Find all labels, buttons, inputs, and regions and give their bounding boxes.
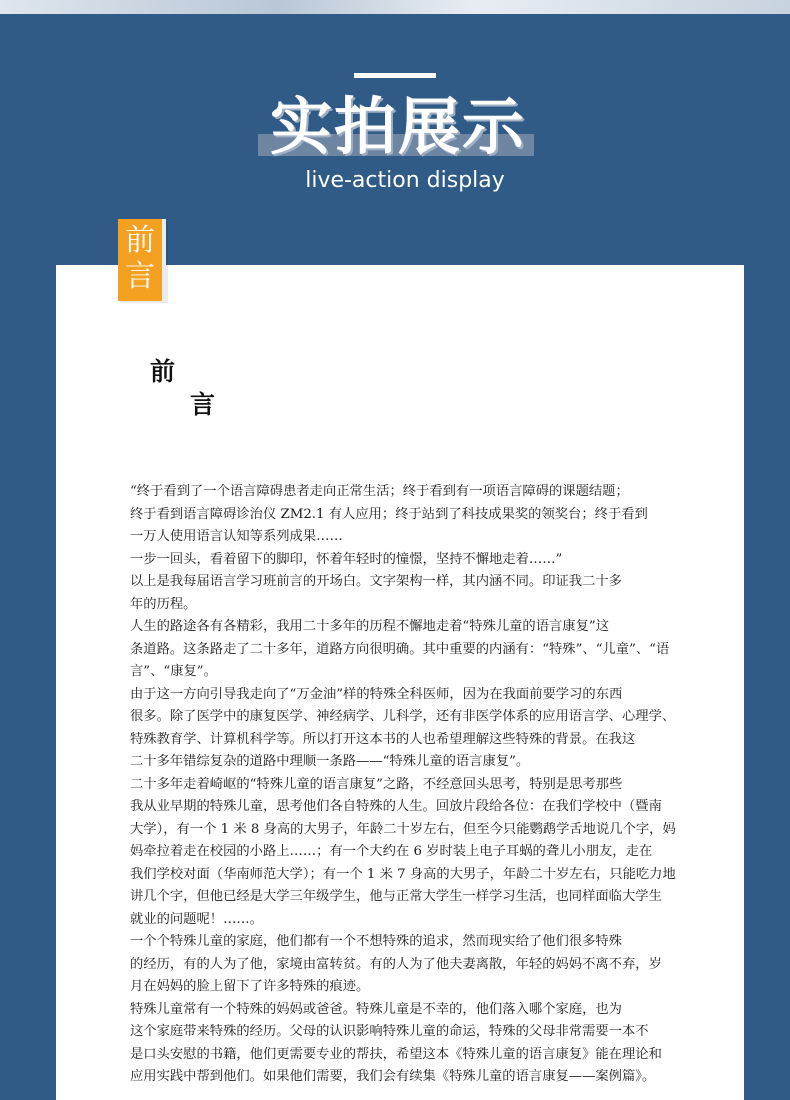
- preface-body: [130, 481, 682, 1089]
- body-line: 以上是我每届语言学习班前言的开场白。文字架构一样，其内涵不同。印证我二十多: [130, 574, 622, 589]
- body-line: 年的历程。: [130, 596, 197, 612]
- body-line: 妈牵拉着走在校园的小路上……；有一个大约在 6 岁时装上电子耳蜗的聋儿小朋友，走在: [130, 844, 653, 859]
- body-line: 一个个特殊儿童的家庭，他们都有一个不想特殊的追求，然而现实给了他们很多特殊: [130, 934, 622, 949]
- body-line: 二十多年错综复杂的道路中理顺一条路——“特殊儿童的语言康复”。: [130, 754, 530, 769]
- body-line: 终于看到语言障碍诊治仪 ZM2.1 有人应用；终于站到了科技成果奖的领奖台；终于看到: [130, 506, 648, 522]
- body-line: 特殊教育学、计算机科学等。所以打开这本书的人也希望理解这些特殊的背景。在我这: [130, 731, 636, 747]
- body-line: 讲几个字，但他已经是大学三年级学生，他与正常大学生一样学习生活，也同样面临大学生: [130, 889, 662, 904]
- body-line: 人生的路途各有各精彩，我用二十多年的历程不懈地走着“特殊儿童的语言康复”这: [130, 619, 609, 634]
- body-line: 我从业早期的特殊儿童，思考他们各自特殊的人生。回放片段给各位：在我们学校中（暨南: [130, 799, 662, 814]
- title-decor-bar: [354, 73, 436, 78]
- body-line: 我们学校对面（华南师范大学）；有一个 1 米 7 身高的大男子，年龄二十岁左右，只能吃力地: [130, 866, 676, 882]
- body-line: 一步一回头，看着留下的脚印，怀着年轻时的憧憬，坚持不懈地走着……”: [130, 551, 563, 567]
- body-line: 就业的问题呢！……。: [130, 911, 263, 927]
- preface-heading-char-1: 前: [150, 357, 176, 386]
- body-line: 是口头安慰的书籍，他们更需要专业的帮扶，希望这本《特殊儿童的语言康复》能在理论和: [130, 1046, 662, 1062]
- section-tag-char-2: 言: [125, 259, 155, 294]
- body-line: 一万人使用语言认知等系列成果……: [130, 529, 343, 544]
- body-line: 言”、“康复”。: [130, 664, 217, 679]
- top-photo-strip: [0, 0, 790, 14]
- preface-heading-char-2: 言: [190, 390, 216, 419]
- body-line: 特殊儿童常有一个特殊的妈妈或爸爸。特殊儿童是不幸的，他们落入哪个家庭，也为: [130, 1001, 622, 1017]
- body-line: 月在妈妈的脸上留下了许多特殊的痕迹。: [130, 979, 370, 994]
- title-block: [258, 90, 538, 170]
- page-title: 实拍展示: [269, 90, 526, 163]
- body-line: 应用实践中帮到他们。如果他们需要，我们会有续集《特殊儿童的语言康复——案例篇》。: [130, 1069, 656, 1084]
- page-subtitle: live-action display: [305, 168, 505, 193]
- body-line: 二十多年走着崎岖的“特殊儿童的语言康复”之路，不经意回头思考，特别是思考那些: [130, 776, 623, 792]
- body-line: 条道路。这条路走了二十多年，道路方向很明确。其中重要的内涵有：“特殊”、“儿童”、“语: [130, 641, 670, 657]
- section-tag-char-1: 前: [125, 223, 155, 258]
- body-line: 很多。除了医学中的康复医学、神经病学、儿科学，还有非医学体系的应用语言学、心理学、: [130, 709, 676, 724]
- body-line: 由于这一方向引导我走向了“万金油”样的特殊全科医师，因为在我面前要学习的东西: [130, 686, 623, 702]
- body-line: 这个家庭带来特殊的经历。父母的认识影响特殊儿童的命运，特殊的父母非常需要一本不: [130, 1024, 649, 1039]
- body-line: “终于看到了一个语言障碍患者走向正常生活；终于看到有一项语言障碍的课题结题；: [130, 484, 629, 499]
- section-tag: [118, 219, 166, 301]
- body-line: 的经历，有的人为了他，家境由富转贫。有的人为了他夫妻离散，年轻的妈妈不离不弃，岁: [130, 956, 662, 972]
- body-line: 大学），有一个 1 米 8 身高的大男子，年龄二十岁左右，但至今只能鹦鹉学舌地说几个字，妈: [130, 821, 676, 837]
